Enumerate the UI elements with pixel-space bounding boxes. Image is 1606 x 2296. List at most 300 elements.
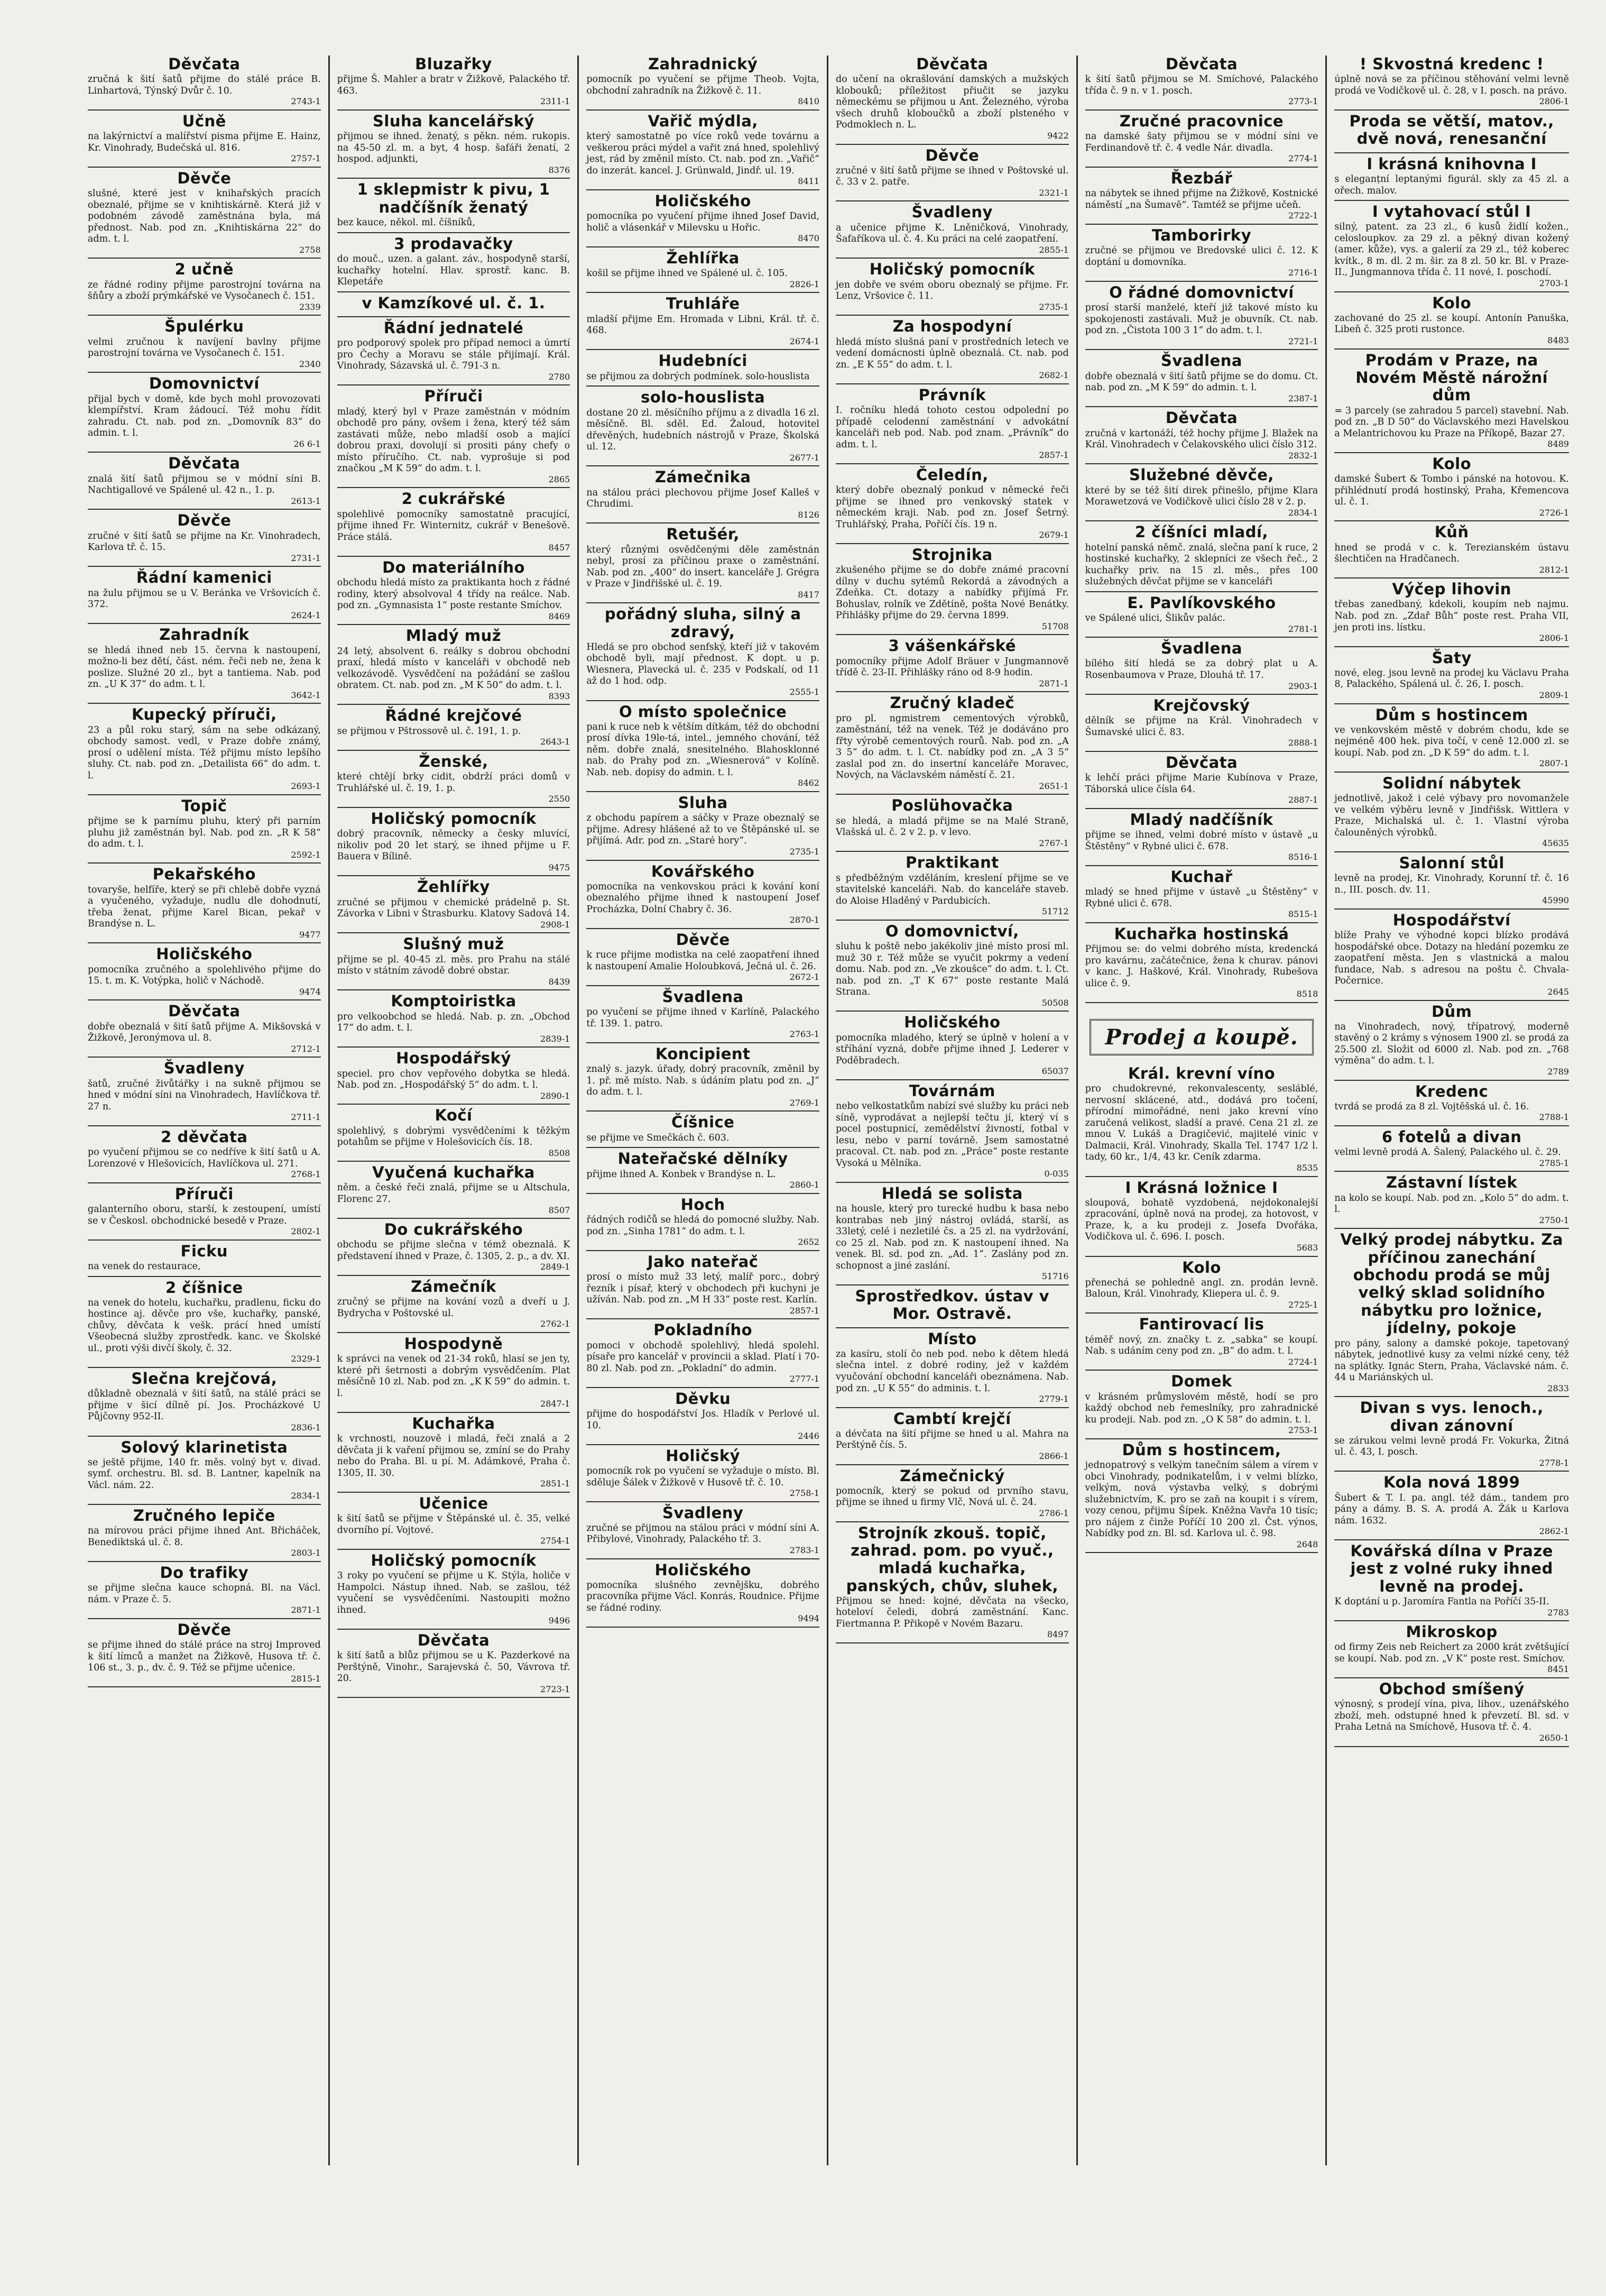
classified-ad xyxy=(337,319,570,385)
classified-ad xyxy=(836,147,1069,202)
ad-code: 8411 xyxy=(798,176,819,187)
ad-title: Koncipient xyxy=(655,1044,751,1063)
ad-code: 2387-1 xyxy=(1288,393,1318,403)
ad-text: z obchodu papírem a sáčky v Praze obeznalý se přijme. Adresy hlášené až to ve Štěpánské ul. se přijímá. Adr. pod zn. „Staré hory“. xyxy=(586,813,819,847)
ad-title: Za hospodyní xyxy=(892,317,1012,336)
ad-title: 2 děvčata xyxy=(161,1127,248,1146)
ad-code: 2826-1 xyxy=(789,279,819,289)
classified-ad xyxy=(337,113,570,179)
ad-title: 1 sklepmistr k pivu, 1 nadčíšník ženatý xyxy=(357,180,550,216)
ad-code: 2865 xyxy=(548,474,570,484)
classified-ad xyxy=(1334,56,1569,111)
classified-ad xyxy=(88,1279,321,1369)
ad-text: na kolo se koupí. Nab. pod zn. „Kolo 5“ do adm. t. l. xyxy=(1334,1192,1569,1215)
ad-code: 2849-1 xyxy=(540,1262,570,1272)
ad-code: 2834-1 xyxy=(1288,507,1318,518)
ad-code: 2750-1 xyxy=(1539,1215,1569,1225)
ad-text: za kasíru, stolí čo neb pod. nebo k dětem hledá slečna intel. z dobré rodiny, jež v každém vyučování obchodní kanceláři obeznámena. Nab. pod zn. „U K 55“ do adminis. t. l. xyxy=(835,1348,1069,1394)
ad-text: 24 letý, absolvent 6. reálky s dobrou obchodní praxí, hledá místo v kanceláři v obchodě neb velkozávodě. Vysvědčení na požádání se zašlou obratem. Ct. nab. pod zn. „M K 50“ do adm. t. l. xyxy=(337,646,570,691)
classified-ad xyxy=(1334,1083,1569,1126)
ad-code: 8457 xyxy=(548,543,570,553)
ad-title: Praktikant xyxy=(906,853,999,872)
ad-code: 2862-1 xyxy=(1539,1526,1569,1537)
ad-text: něm. a české řeči znalá, přijme se u Altschula, Florenc 27. xyxy=(337,1182,570,1205)
classified-ad xyxy=(1085,1065,1318,1177)
classified-ad xyxy=(88,1370,321,1436)
ad-title: Výčep lihovin xyxy=(1392,580,1511,599)
ad-code: 2780 xyxy=(548,371,570,382)
ad-code: 45635 xyxy=(1542,838,1569,849)
ad-code: 8393 xyxy=(548,691,570,701)
ad-code: 8535 xyxy=(1296,1162,1318,1173)
ad-code: 2763-1 xyxy=(789,1029,819,1040)
ad-code: 2735-1 xyxy=(789,846,819,857)
ad-text: hledá místo slušná paní v prostředních letech ve vedení domácnosti úplně obeznalá. Ct. nab. pod zn. „E K 55“ do adm. t. l. xyxy=(835,336,1069,370)
ad-code: 2555-1 xyxy=(789,686,819,697)
ad-code: 2754-1 xyxy=(540,1536,570,1546)
ad-text: hotelní panská němč. znalá, slečna paní k ruce, 2 hostinské kuchařky, 2 sklepníci ze všech řeč., 2 kuchařky priv. na 15 zl. měs., přes 100 služebných děvčat přijme se v kanceláři xyxy=(1085,542,1318,587)
ad-title: Do materiálního xyxy=(382,558,525,576)
ad-code: 2788-1 xyxy=(1539,1112,1569,1123)
ad-code: 8462 xyxy=(798,778,819,788)
ad-title: Děvčata xyxy=(916,56,989,73)
ad-text: k vrchnosti, nouzově i mladá, řeči znalá a 2 děvčata ji k vaření přijmou se, zmíní se do Prahy nebo do Praha. Bl. u pí. M. Adámkové, Praha č. 1305, II. 30. xyxy=(337,1434,570,1478)
ad-code: 9474 xyxy=(299,986,321,997)
ad-title: Král. krevní víno xyxy=(1128,1064,1276,1082)
classified-ad xyxy=(586,703,819,793)
ad-code: 8515-1 xyxy=(1288,909,1318,920)
ad-code: 2645 xyxy=(1547,986,1569,997)
ad-text: zručná v kartonáží, též hochy přijme J. Blažek na Král. Vinohradech v Čelakovského ulici číslo 312. xyxy=(1085,428,1318,451)
classified-ad xyxy=(88,1564,321,1619)
classified-ad xyxy=(1085,284,1318,350)
classified-ad xyxy=(337,181,570,233)
ad-text: zachované do 25 zl. se koupí. Antonín Panuška, Libeň č. 325 proti rustonce. xyxy=(1334,313,1569,335)
ad-code: 9494 xyxy=(798,1613,819,1624)
ad-text: jen dobře ve svém oboru obeznalý se přijme. Fr. Lenz, Vršovice č. 11. xyxy=(835,279,1069,302)
ad-text: zručná k šití šatů přijme do stálé práce B. Linhartová, Týnský Dvůr č. 10. xyxy=(88,74,321,96)
ad-title: Žehlířka xyxy=(666,249,740,267)
ad-title: Cambtí krejčí xyxy=(893,1409,1011,1428)
ad-title: Vyučená kuchařka xyxy=(372,1163,535,1182)
classified-ad xyxy=(586,389,819,466)
ad-title: Děvčata xyxy=(1165,56,1238,73)
ad-code: 2672-1 xyxy=(789,972,819,982)
ad-text: se přijme ve Smečkách č. 603. xyxy=(586,1132,730,1143)
classified-ad xyxy=(88,797,321,864)
ad-code: 2731-1 xyxy=(291,553,321,563)
ad-title: O řádné domovnictví xyxy=(1109,283,1294,301)
ad-text: pomocník, který se pokud od prvního stavu, přijme se ihned u firmy Vlč, Nová ul. č. 24. xyxy=(835,1485,1069,1508)
ad-code: 65037 xyxy=(1041,1066,1069,1077)
classified-ad xyxy=(88,512,321,567)
ad-code: 2778-1 xyxy=(1539,1457,1569,1468)
ad-title: Švadleny xyxy=(662,1503,744,1522)
classified-ad xyxy=(337,1278,570,1333)
classified-ad xyxy=(586,352,819,387)
ad-title: Truhláře xyxy=(666,295,740,313)
ad-code: 8508 xyxy=(548,1147,570,1158)
ad-text: přijme se k parnímu pluhu, který při parním pluhu již zaměstnán byl. Nab. pod zn. „R K 58“ do adm. t. l. xyxy=(88,816,321,850)
classified-ad xyxy=(88,1621,321,1687)
classified-ad xyxy=(88,1128,321,1183)
ad-title: Děvče xyxy=(177,169,232,187)
ad-code: 2789 xyxy=(1547,1066,1569,1077)
classified-ad xyxy=(1085,1441,1318,1554)
ad-text: I. ročníku hledá tohoto cestou odpolední po případě celodenní zaměstnání v advokátní kanceláři neb pod. Nab. pod znam. „Právník“ do adm. t. l. xyxy=(835,405,1069,450)
classified-ad xyxy=(836,1330,1069,1408)
ad-text: přijme do hospodářství Jos. Hladík v Perlové ul. 10. xyxy=(586,1409,819,1431)
classified-ad xyxy=(1334,855,1569,910)
ad-title: Kůň xyxy=(1434,523,1469,541)
ad-text: zručné se přijmou na stálou práci v módní síni A. Přibylové, Vinohrady, Palackého tř. 3. xyxy=(586,1522,819,1545)
ad-title: Hospodyně xyxy=(404,1335,503,1353)
ad-code: 2887-1 xyxy=(1288,795,1318,805)
ad-title: Slušný muž xyxy=(403,935,504,953)
classified-ad xyxy=(88,318,321,373)
classified-ad xyxy=(1334,706,1569,773)
ad-code: 2839-1 xyxy=(540,1033,570,1044)
classified-ad xyxy=(1334,775,1569,852)
ad-text: do učení na okrašlování damských a mužských klobouků; příležitost přiučit se jazyku německému se přijmou u Ant. Železného, výroba všech druhů kloboučků a zboží plsteného v Podmoklech n. L. xyxy=(835,74,1069,131)
classified-ad xyxy=(1334,912,1569,1001)
classified-ad xyxy=(586,1114,819,1148)
classified-ad xyxy=(836,1467,1069,1522)
classified-ad xyxy=(88,261,321,316)
ad-code: 9422 xyxy=(1047,130,1069,141)
ad-title: Domovnictví xyxy=(149,374,260,393)
ad-text: pro chudokrevné, rekonvalescenty, sesláblé, nervosní sklácené, atd., dodává pro točení, přírodní mimořádné, neni jako krevní víno zaručená velikost, sladší a pravé. Cena 21 zl. ze mnou V. Lukáš a Dragičević, majitelé vinic v Dalmacii, Král. Vinohrady, Skalla Tel. 1747 1/2 l. tady, 60 kr., 1/4, 43 kr. Ceník zdarma. xyxy=(1085,1083,1318,1163)
ad-text: bez kauce, někol. ml. číšníků, xyxy=(337,217,476,228)
classified-ad xyxy=(836,261,1069,316)
classified-ad xyxy=(836,923,1069,1012)
ad-title: Švadlena xyxy=(1161,639,1242,658)
classified-ad xyxy=(88,56,321,111)
classified-ad xyxy=(337,878,570,933)
ad-title: Holičský pomocník xyxy=(371,809,537,828)
ad-text: dělník se přijme na Král. Vinohradech v Šumavské ulici č. 83. xyxy=(1085,715,1318,738)
classified-ad xyxy=(337,935,570,990)
classified-ad xyxy=(586,192,819,247)
ad-title: Tamborirky xyxy=(1151,226,1252,244)
ad-title: Služebné děvče, xyxy=(1129,466,1274,484)
ad-code: 2783-1 xyxy=(789,1545,819,1555)
ad-title: Kuchař xyxy=(1170,868,1233,886)
ad-title: Kovářského xyxy=(651,862,755,880)
classified-ad xyxy=(337,707,570,750)
ad-code: 2890-1 xyxy=(540,1090,570,1101)
classified-ad xyxy=(586,1562,819,1628)
ad-title: Švadlena xyxy=(1161,352,1242,370)
classified-ad xyxy=(337,753,570,808)
ad-title: Děvčata xyxy=(168,454,241,473)
ad-title: Řádní kamenici xyxy=(136,568,272,587)
ad-code: 2866-1 xyxy=(1039,1451,1069,1461)
ad-code: 8376 xyxy=(548,164,570,175)
ad-title: Mladý nadčíšník xyxy=(1130,811,1273,829)
ad-text: na stálou práci plechovou přijme Josef Kalleš v Chrudimi. xyxy=(586,487,819,510)
ad-text: výnosný, s prodejí vína, piva, lihov., uzenářského zboží, meh. odstupné hned k převzetí. Bl. sd. v Praha Letná na Smíchově, Husova tř. č. 4. xyxy=(1334,1699,1569,1733)
ad-title: Divan s vys. lenoch., divan zánovní xyxy=(1360,1399,1544,1435)
ad-text: sluhu k poště nebo jakékoliv jiné místo prosí ml. muž 30 r. Též může se vyučit pokrmy a vedení domu. Nab. pod zn. „Ve zkoušce“ do adm. t. l. Ct. nab. pod zn. „T K 67“ poste restante Malá Strana. xyxy=(835,941,1069,998)
ad-title: I Krásná ložnice I xyxy=(1125,1178,1278,1197)
ad-title: Kolo xyxy=(1182,1258,1221,1276)
ad-text: se přijme slečna kauce schopná. Bl. na Václ. nám. v Praze č. 5. xyxy=(88,1583,321,1605)
ad-code: 5683 xyxy=(1296,1242,1318,1253)
classified-ad xyxy=(1334,352,1569,453)
ad-title: Učenice xyxy=(419,1494,488,1513)
ad-title: Holičský xyxy=(666,1446,741,1465)
classified-ad xyxy=(88,375,321,453)
classified-ad xyxy=(337,627,570,705)
ad-title: 2 cukrářské xyxy=(401,490,506,508)
ad-code: 2803-1 xyxy=(291,1548,321,1558)
ad-text: košil se přijme ihned ve Spálené ul. č. 105. xyxy=(586,268,788,279)
ad-title: Slečna krejčová, xyxy=(131,1370,278,1388)
classified-ad xyxy=(586,988,819,1043)
ad-code: 2329-1 xyxy=(291,1354,321,1364)
classified-ad xyxy=(1085,1373,1318,1439)
ad-code: 8417 xyxy=(798,589,819,600)
ad-code: 2722-1 xyxy=(1288,210,1318,221)
ad-code: 9477 xyxy=(299,929,321,940)
column-6 xyxy=(1327,56,1576,2165)
ad-title: Čeledín, xyxy=(916,465,989,484)
ad-code: 2871-1 xyxy=(1039,678,1069,688)
classified-ad xyxy=(337,490,570,556)
classified-ad xyxy=(836,466,1069,544)
ad-title: Švadlena xyxy=(662,987,744,1006)
classified-ad xyxy=(586,863,819,929)
ad-text: na damské šaty přijmou se v módní síni ve Ferdinandově tř. č. 4 vedle Nár. divadla. xyxy=(1085,131,1318,153)
ad-text: pro pl. ngmistrem cementových výrobků, zaměstnání, též na venek. Též je dodáváno pro fřty výrobě cementových rourů. Nab. pod zn. „A 3 5“ do adm. t. l. Ct. nabídky pod zn. „A 3 5“ zaslal pod zn. do insertní kanceláře Moravec, Nových, na Václavském náměstí č. 21. xyxy=(835,713,1069,781)
ad-code: 2785-1 xyxy=(1539,1158,1569,1168)
classified-ad xyxy=(88,945,321,1000)
classified-ad xyxy=(337,1415,570,1493)
ad-text: se ještě přijme, 140 fr. měs. volný byt v. divad. symf. orchestru. Bl. sd. B. Lantner, kapelník na Václ. nám. 22. xyxy=(88,1457,321,1491)
ad-code: 2834-1 xyxy=(291,1491,321,1501)
ad-title: 6 fotelů a divan xyxy=(1381,1128,1522,1146)
classified-ad xyxy=(88,626,321,704)
ad-text: pomocník po vyučení se přijme Theob. Vojta, obchodní zahradník na Žižkově č. 11. xyxy=(586,74,819,96)
ad-text: zručné v šití šatů přijme se ihned v Poštovské ul. č. 33 v 2. patře. xyxy=(835,165,1069,188)
classified-ad xyxy=(1334,1623,1569,1678)
ad-title: Dům xyxy=(1431,1002,1472,1021)
ad-title: 2 učně xyxy=(174,260,234,279)
column-4 xyxy=(828,56,1078,2165)
ad-text: velmi levně prodá A. Šalený, Palackého ul. č. 29. xyxy=(1334,1147,1561,1158)
classified-ad xyxy=(586,113,819,190)
ad-text: hned se prodá v c. k. Terezianském ústavu šlechtičen na Hradčanech. xyxy=(1334,542,1569,565)
ad-title: Pokladního xyxy=(653,1321,753,1339)
ad-text: pomocníka slušného zevnějšku, dobrého pracovníka přijme Václ. Konrás, Roudnice. Přijme se řádné rodiny. xyxy=(586,1579,819,1613)
ad-text: jednotlivě, jakož i celé výbavy pro novomanžele ve velkém výběru levně v Jindřišsk. Wittlera v Praze, Michalská ul. č. 1. Vlastní výroba čalouněných výrobků. xyxy=(1334,793,1569,838)
ad-code: 2723-1 xyxy=(540,1684,570,1694)
classified-ad xyxy=(337,56,570,111)
ad-title: Holičský pomocník xyxy=(371,1551,537,1569)
classified-ad xyxy=(1334,649,1569,704)
ad-text: jednopatrový s velkým tanečním sálem a vírem v obci Vinohrady, podnikatelům, i v velmi blízko, velkým, nová výstavba velký, s dobrými služebnictvím, K. pro se zaň na koupit i s vírem, vozy cenou, přijmu Šípek. Kněžna Vavřa 10 tisíc; pro nájem z činže Poříčí 10 200 zl. Čst. výnos, Nabídky pod zn. Bl. sd. Karlova ul. č. 98. xyxy=(1085,1460,1318,1539)
ad-text: se zárukou velmi levně prodá Fr. Vokurka, Žitná ul. č. 43, I. posch. xyxy=(1334,1435,1569,1458)
ad-text: který různými osvědčenými děle zaměstnán nebyl, prosí za příčinou praxe o zaměstnání. Nab. pod zn. „400“ do insert. kanceláře J. Grégra v Praze v Jindřišské ul. č. 19. xyxy=(586,544,819,590)
classified-ad xyxy=(337,1552,570,1630)
ad-title: 3 vášenkářské xyxy=(888,637,1017,655)
ad-title: Kuchařka hostinská xyxy=(1114,924,1289,943)
ad-code: 2908-1 xyxy=(540,919,570,930)
ad-title: Místo xyxy=(928,1329,977,1348)
ad-text: k správci na venek od 21-34 roků, hlasí se jen ty, které při šetrnosti a dobrým vysvědčením. Plat měsíčně 10 zl. Nab. pod zn. „K K 59“ do admin. t. l. xyxy=(337,1354,570,1399)
classified-ad xyxy=(1334,455,1569,521)
ad-code: 8507 xyxy=(548,1205,570,1215)
ad-code: 2703-1 xyxy=(1539,278,1569,288)
ad-text: k šití šatů a blůz přijmou se u K. Pazderkové na Perštýně, Vinohr., Sarajevská č. 50, Vávrova tř. 20. xyxy=(337,1650,570,1684)
ad-title: Pekařského xyxy=(152,865,256,884)
classified-ad xyxy=(836,1185,1069,1285)
ad-title: Řezbář xyxy=(1170,169,1233,187)
classified-ad xyxy=(836,1288,1069,1328)
ad-title: Holičského xyxy=(654,1560,751,1579)
ad-text: obchodu hledá místo za praktikanta hoch z řádné rodiny, který absolvoval 4 třídy na reálce. Nab. pod zn. „Gymnasista 1“ poste restante Smíchov. xyxy=(337,577,570,611)
ad-title: Nateřačské dělníky xyxy=(617,1150,788,1168)
ad-text: pomocníka po vyučení přijme ihned Josef David, holič a vlásenkář v Milevsku u Hořic. xyxy=(586,211,819,233)
ad-title: Velký prodej nábytku. Za příčinou zanechání obchodu prodá se můj velký sklad solidního nábytku pro ložnice, jídelny, pokoje xyxy=(1340,1230,1563,1337)
ad-text: se přijme ihned do stálé práce na stroj Improved k šití límců a manžet na Žižkově, Husova tř. č. 106 st., 3. p., dv. č. 9. Též se přijme učenice. xyxy=(88,1640,321,1674)
classified-ad xyxy=(836,1410,1069,1465)
ad-text: blíže Prahy ve výhodné kopci blízko prodává hospodářské obce. Dotazy na hledání pozemku ze zaopatření města. Jen s vlastnická a malou fundace, Nab. s adresou na poštu č. Chvala-Počernice. xyxy=(1334,930,1569,987)
ad-text: mladý se hned přijme v ústavě „u Štěstěny“ v Rybné ulici č. 678. xyxy=(1085,887,1318,909)
ad-text: zručné se přijmou v chemické prádelně p. St. Závorka v Libni v Štrasburku. Klatovy Sadová 14. xyxy=(337,897,570,920)
ad-text: pro pány, salony a damské pokoje, tapetovaný nábytek, jednotlivé kusy za velmi nízké ceny, též na splátky. Ignác Stern, Praha, Václavské nám. č. 44 u Mariánských ul. xyxy=(1334,1338,1569,1383)
ad-code: 8470 xyxy=(798,233,819,244)
ad-title: Sprostředkov. ústav v Mor. Ostravě. xyxy=(855,1287,1050,1323)
ad-code: 2674-1 xyxy=(789,336,819,346)
classified-ad xyxy=(88,1186,321,1241)
ad-code: 2870-1 xyxy=(789,915,819,925)
classified-ad xyxy=(836,854,1069,920)
classified-ad xyxy=(1334,1231,1569,1397)
ad-title: Domek xyxy=(1171,1372,1232,1391)
ad-title: Kola nová 1899 xyxy=(1383,1473,1520,1492)
ad-code: 2711-1 xyxy=(291,1112,321,1123)
ad-title: Kupecký příruči, xyxy=(132,705,277,724)
ad-title: Děvku xyxy=(675,1389,731,1408)
ad-text: zručný se přijme na kování vozů a dveří u J. Bydrycha v Poštovské ul. xyxy=(337,1297,570,1319)
classified-ad xyxy=(1085,925,1318,1003)
ad-text: sloupová, bohatě vyzdobená, nejdokonalejší zpracování, úplně nová na prodej, za hotovost, v Praze, k, a ku prodeji z. Josefa Dvořáka, Vodičkova ul. č. 696. I. posch. xyxy=(1085,1197,1318,1243)
ad-code: 2753-1 xyxy=(1288,1425,1318,1436)
classified-ad xyxy=(1085,754,1318,809)
ad-title: Příruči xyxy=(424,387,483,406)
ad-title: Jako nateřač xyxy=(647,1252,759,1271)
ad-title: Vařič mýdla, xyxy=(648,112,758,130)
ad-title: Sluha xyxy=(678,794,728,812)
ad-title: Děvčata xyxy=(168,1002,241,1021)
ad-text: damské Šubert & Tombo i pánské na hotovou. K. přihlédnutí prodá hostinský, Praha, Křemencova ul. č. 1. xyxy=(1334,474,1569,508)
classified-ad xyxy=(337,235,570,292)
classified-ad xyxy=(586,1253,819,1319)
ad-code: 2651-1 xyxy=(1039,780,1069,791)
ad-title: Šaty xyxy=(1432,648,1472,667)
ad-code: 8469 xyxy=(548,611,570,621)
ad-text: od firmy Zeis neb Reichert za 2000 krát zvětšující se koupí. Nab. pod zn. „V K“ poste rest. Smíchov. xyxy=(1334,1642,1569,1664)
classified-ad xyxy=(1334,524,1569,578)
ad-title: Učně xyxy=(182,112,226,130)
classified-ad xyxy=(88,113,321,168)
ad-text: který dobře obeznalý ponkud v německé řeči přijme se ihned pro venkovský statek v německém kraji. Nab. pod zn. Josef Šetrný. Truhlářský, Praha, Poříčí čís. 19 n. xyxy=(835,485,1069,530)
ad-text: na žulu přijmou se u V. Beránka ve Vršovicích č. 372. xyxy=(88,587,321,610)
ad-code: 2550 xyxy=(548,794,570,804)
classified-ad xyxy=(1085,640,1318,695)
ad-code: 2786-1 xyxy=(1039,1508,1069,1518)
ad-code: 2643-1 xyxy=(540,737,570,747)
ad-code: 2735-1 xyxy=(1039,301,1069,312)
ad-title: Solidní nábytek xyxy=(1382,774,1521,793)
ad-title: Hudebníci xyxy=(658,352,747,370)
ad-title: Zámečnika xyxy=(654,468,751,486)
ad-code: 8518 xyxy=(1296,989,1318,999)
ad-code: 0-035 xyxy=(1044,1169,1069,1179)
classified-ad xyxy=(586,295,819,350)
ad-title: Špulérku xyxy=(164,317,244,336)
ad-text: pomoci v obchodě spolehlivý, hledá spolehl. písaře pro kancelář v provincii a sklad. Platí i 70-80 zl. Nab. pod zn. „Pokladní“ do admin. xyxy=(586,1340,819,1374)
ad-code: 2847-1 xyxy=(540,1399,570,1409)
ad-code: 2857-1 xyxy=(1039,450,1069,461)
ad-title: Právník xyxy=(918,385,986,404)
ad-text: a dévčata na šití přijme se hned u al. Mahra na Perštýně čís. 5. xyxy=(835,1428,1069,1451)
ad-code: 2812-1 xyxy=(1539,564,1569,575)
ad-text: na venek do hotelu, kuchařku, pradlenu, ficku do hostince aj. děvče pro vše, kuchařky, panské, chůvy, děvčata k vešk. prácí hned umístí Všeobecná služby zprostředk. kanc. ve Školské ul., proti výši divčí školy, č. 32. xyxy=(88,1297,321,1354)
ad-text: k šití šatů se přijme v Štěpánské ul. č. 35, velké dvorního pí. Vojtové. xyxy=(337,1513,570,1536)
ad-text: k lehčí práci přijme Marie Kubínova v Praze, Táborská ulice čísla 64. xyxy=(1085,773,1318,795)
ad-title: Retušér, xyxy=(666,525,740,544)
ad-title: Továrnám xyxy=(909,1081,995,1100)
ad-code: 8489 xyxy=(1547,439,1569,449)
ad-text: přijal bych v domě, kde bych mohl provozovati klempířství. Kram žádoucí. Též mohu řídit zahradu. Ct. nab. pod zn. „Domovník 83“ do admin. t. l. xyxy=(88,393,321,439)
ad-title: Zahradnický xyxy=(648,56,758,73)
ad-code: 2855-1 xyxy=(1039,244,1069,255)
classified-ad xyxy=(1334,1542,1569,1621)
classified-ad xyxy=(836,318,1069,384)
classified-ad xyxy=(586,526,819,603)
ad-code: 2757-1 xyxy=(291,153,321,164)
ad-code: 2726-1 xyxy=(1539,507,1569,518)
ad-title: Děvčata xyxy=(1165,754,1238,772)
ad-title: Kovářská dílna v Praze jest z volné ruky ihned levně na prodej. xyxy=(1350,1541,1553,1595)
ad-code: 2832-1 xyxy=(1288,450,1318,461)
classified-ad xyxy=(836,797,1069,852)
ad-title: Děvče xyxy=(925,146,980,164)
column-5 xyxy=(1078,56,1327,2165)
classified-ad xyxy=(337,810,570,876)
ad-title: Holičský pomocník xyxy=(869,260,1035,279)
ad-text: pomocníky přijme Adolf Bräuer v Jungmannově třídě č. 23-II. Přihlášky ráno od 8-9 hodin. xyxy=(835,656,1069,678)
ad-title: Dům s hostincem, xyxy=(1122,1440,1281,1459)
ad-title: Bluzařky xyxy=(415,56,492,73)
ad-code: 2725-1 xyxy=(1288,1299,1318,1310)
classified-ad xyxy=(836,56,1069,145)
classified-ad xyxy=(88,706,321,795)
classified-ad xyxy=(88,455,321,510)
classified-ad xyxy=(586,250,819,293)
ad-text: dobrý pracovník, německy a česky mluvící, nikoliv pod 20 let starý, se ihned přijme u F. Bauera v Bílině. xyxy=(337,829,570,862)
ad-code: 2851-1 xyxy=(540,1478,570,1489)
ad-text: nebo velkostatkům nabízí své služby ku práci neb síně, vyprodávat a nejlepší tečtu jí, který ví s pocel postupnicí, zemědělství živností, fotbal v lesu, nebo v parní továrně. Jsem samostatné pracoval. Ct. nab. pod zn. „Práce“ poste restante Vysoká u Mělníka. xyxy=(835,1101,1069,1169)
ad-text: obchodu se přijme slečna v témž obeznalá. K představení ihned v Praze, č. 1305, 2. p., a dv. XI. xyxy=(337,1239,570,1262)
ad-code: 2806-1 xyxy=(1539,96,1569,107)
ad-code: 51712 xyxy=(1041,906,1069,917)
ad-code: 2321-1 xyxy=(1039,187,1069,198)
classified-ad xyxy=(1085,1316,1318,1371)
